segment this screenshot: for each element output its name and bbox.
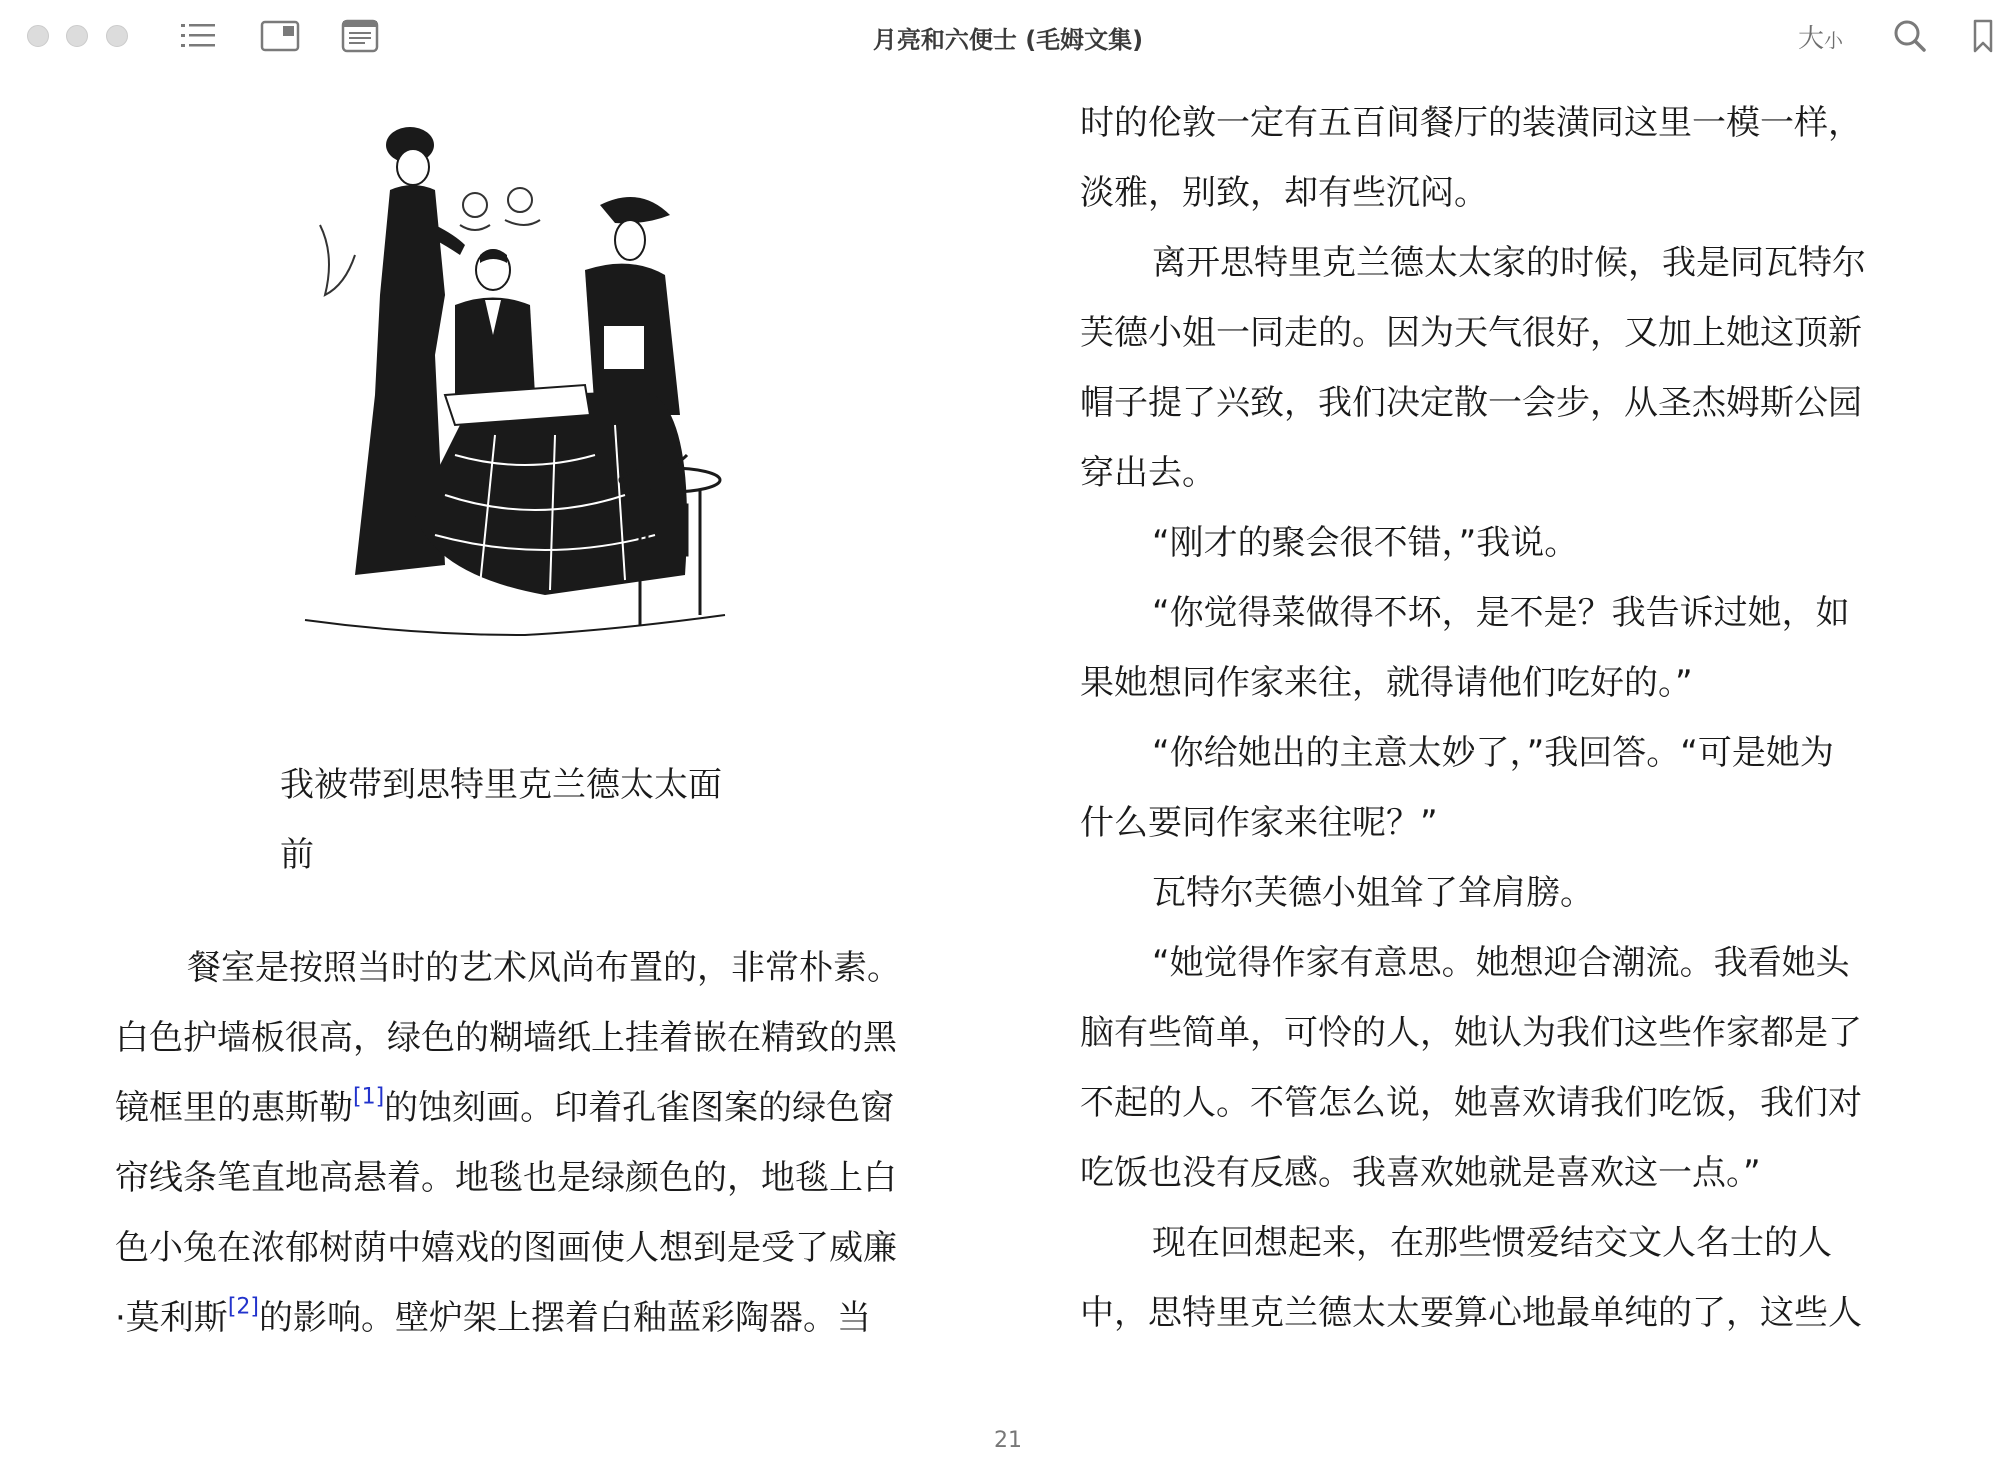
text-fragment: 的影响。壁炉架上摆着白釉蓝彩陶器。当 [258, 1298, 871, 1338]
search-icon[interactable] [1890, 18, 1930, 54]
text-line: 芙德小姐一同走的。因为天气很好，又加上她这顶新 [1080, 313, 1862, 353]
text-line: 白色护墙板很高，绿色的糊墙纸上挂着嵌在精致的黑 [115, 1018, 897, 1058]
bookmark-icon[interactable] [1965, 18, 2001, 54]
toolbar [0, 0, 2016, 72]
text-line: 餐室是按照当时的艺术风尚布置的，非常朴素。 [187, 948, 901, 988]
text-line: 不起的人。不管怎么说，她喜欢请我们吃饭，我们对 [1080, 1083, 1862, 1123]
text-line: 脑有些简单，可怜的人，她认为我们这些作家都是了 [1080, 1013, 1862, 1053]
text-line: “你觉得菜做得不坏，是不是？我告诉过她，如 [1152, 593, 1850, 633]
text-line: “她觉得作家有意思。她想迎合潮流。我看她头 [1152, 943, 1850, 983]
window-title: 月亮和六便士 (毛姆文集) [872, 26, 1144, 54]
text-line [115, 1073, 945, 1143]
text-line: 离开思特里克兰德太太家的时候，我是同瓦特尔 [1152, 243, 1866, 283]
illustration-caption [280, 750, 780, 890]
text-line: 吃饭也没有反感。我喜欢她就是喜欢这一点。” [1080, 1153, 1761, 1193]
text-line: 时的伦敦一定有五百间餐厅的装潢同这里一模一样， [1080, 103, 1862, 143]
book-illustration [295, 95, 765, 670]
font-size-large-label: 大 [1798, 24, 1825, 54]
text-line: 现在回想起来，在那些惯爱结交文人名士的人 [1152, 1223, 1832, 1263]
text-line: 中，思特里克兰德太太要算心地最单纯的了，这些人 [1080, 1293, 1862, 1333]
text-line: 瓦特尔芙德小姐耸了耸肩膀。 [1152, 873, 1594, 913]
text-line: 果她想同作家来往，就得请他们吃好的。” [1080, 663, 1693, 703]
text-fragment: ·莫利斯 [115, 1298, 228, 1338]
font-size-small-label: 小 [1824, 30, 1844, 52]
text-line [115, 1283, 945, 1353]
caption-line: 我被带到思特里克兰德太太面 [280, 765, 722, 805]
footnote-link-2[interactable]: [2] [227, 1294, 259, 1320]
text-line: 帘线条笔直地高悬着。地毯也是绿颜色的，地毯上白 [115, 1158, 897, 1198]
text-line: 淡雅，别致，却有些沉闷。 [1080, 173, 1488, 213]
left-page-text [115, 933, 945, 1353]
right-page-text [1080, 88, 1910, 1348]
page-number: 21 [994, 1428, 1022, 1453]
text-fragment: 镜框里的惠斯勒 [115, 1088, 353, 1128]
text-line: “刚才的聚会很不错，”我说。 [1152, 523, 1579, 563]
text-line: “你给她出的主意太妙了，”我回答。“可是她为 [1152, 733, 1834, 773]
font-size-button[interactable] [1798, 18, 1843, 55]
footnote-link-1[interactable]: [1] [353, 1084, 385, 1110]
text-line: 帽子提了兴致，我们决定散一会步，从圣杰姆斯公园 [1080, 383, 1862, 423]
caption-line: 前 [280, 835, 314, 875]
text-line: 什么要同作家来往呢？” [1080, 803, 1438, 843]
text-line: 穿出去。 [1080, 453, 1216, 493]
text-fragment: 的蚀刻画。印着孔雀图案的绿色窗 [384, 1088, 895, 1128]
text-line: 色小兔在浓郁树荫中嬉戏的图画使人想到是受了威廉 [115, 1228, 897, 1268]
